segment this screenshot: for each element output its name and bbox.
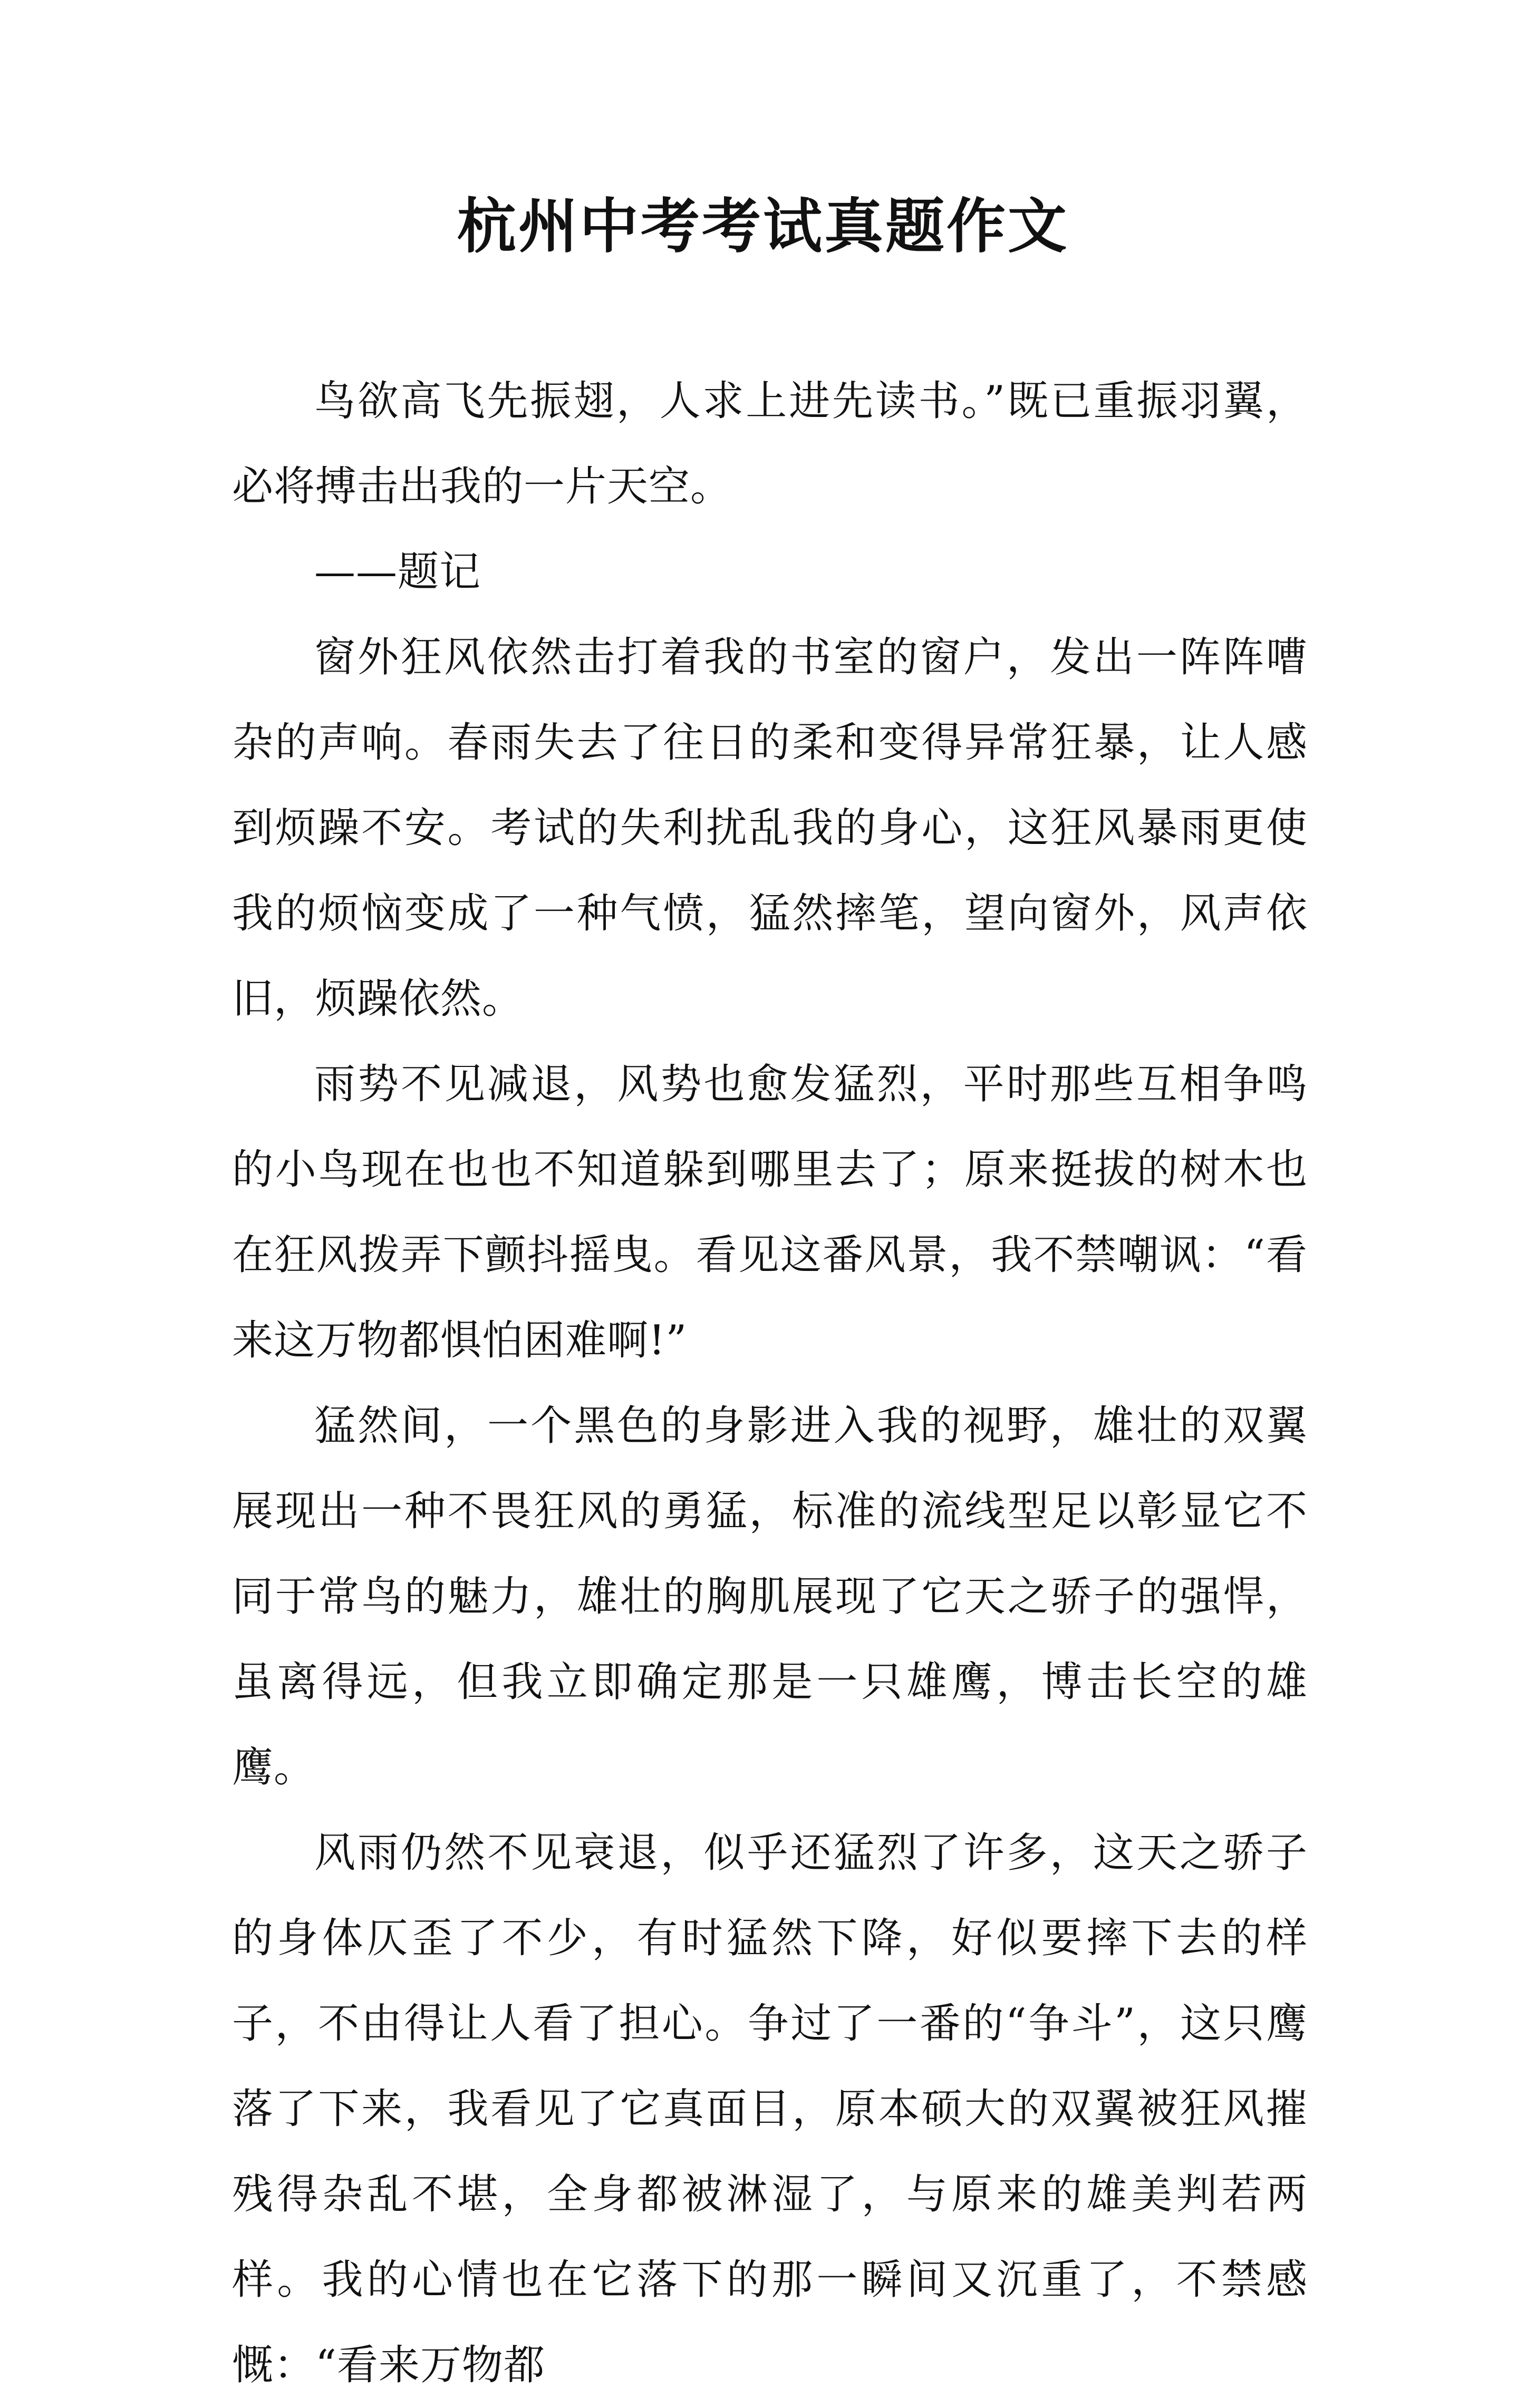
epigraph-paragraph: 鸟欲高飞先振翅，人求上进先读书。”既已重振羽翼，必将搏击出我的一片天空。 bbox=[232, 377, 1308, 510]
epigraph-attribution: ——题记 bbox=[314, 548, 481, 596]
body-paragraph: 猛然间，一个黑色的身影进入我的视野，雄壮的双翼展现出一种不畏狂风的勇猛，标准的流线型足以彰显它不同于常鸟的魅力，雄壮的胸肌展现了它天之骄子的强悍，虽离得远，但我立即确定那是一只雄鹰，博击长空的雄鹰。 bbox=[232, 1402, 1308, 1791]
document-body bbox=[232, 358, 1308, 2408]
body-paragraph: 风雨仍然不见衰退，似乎还猛烈了许多，这天之骄子的身体仄歪了不少，有时猛然下降，好似要摔下去的样子，不由得让人看了担心。争过了一番的“争斗”，这只鹰落了下来，我看见了它真面目，原本硕大的双翼被狂风摧残得杂乱不堪，全身都被淋湿了，与原来的雄美判若两样。我的心情也在它落下的那一瞬间又沉重了，不禁感慨：“看来万物都 bbox=[232, 1829, 1308, 2389]
body-paragraph: 雨势不见减退，风势也愈发猛烈，平时那些互相争鸣的小鸟现在也也不知道躲到哪里去了；原来挺拔的树木也在狂风拨弄下颤抖摇曳。看见这番风景，我不禁嘲讽：“看来这万物都惧怕困难啊!” bbox=[232, 1061, 1308, 1364]
body-paragraph: 窗外狂风依然击打着我的书室的窗户，发出一阵阵嘈杂的声响。春雨失去了往日的柔和变得异常狂暴，让人感到烦躁不安。考试的失利扰乱我的身心，这狂风暴雨更使我的烦恼变成了一种气愤，猛然摔笔，望向窗外，风声依旧，烦躁依然。 bbox=[232, 634, 1308, 1023]
document-title: 杭州中考考试真题作文 bbox=[457, 192, 1069, 261]
